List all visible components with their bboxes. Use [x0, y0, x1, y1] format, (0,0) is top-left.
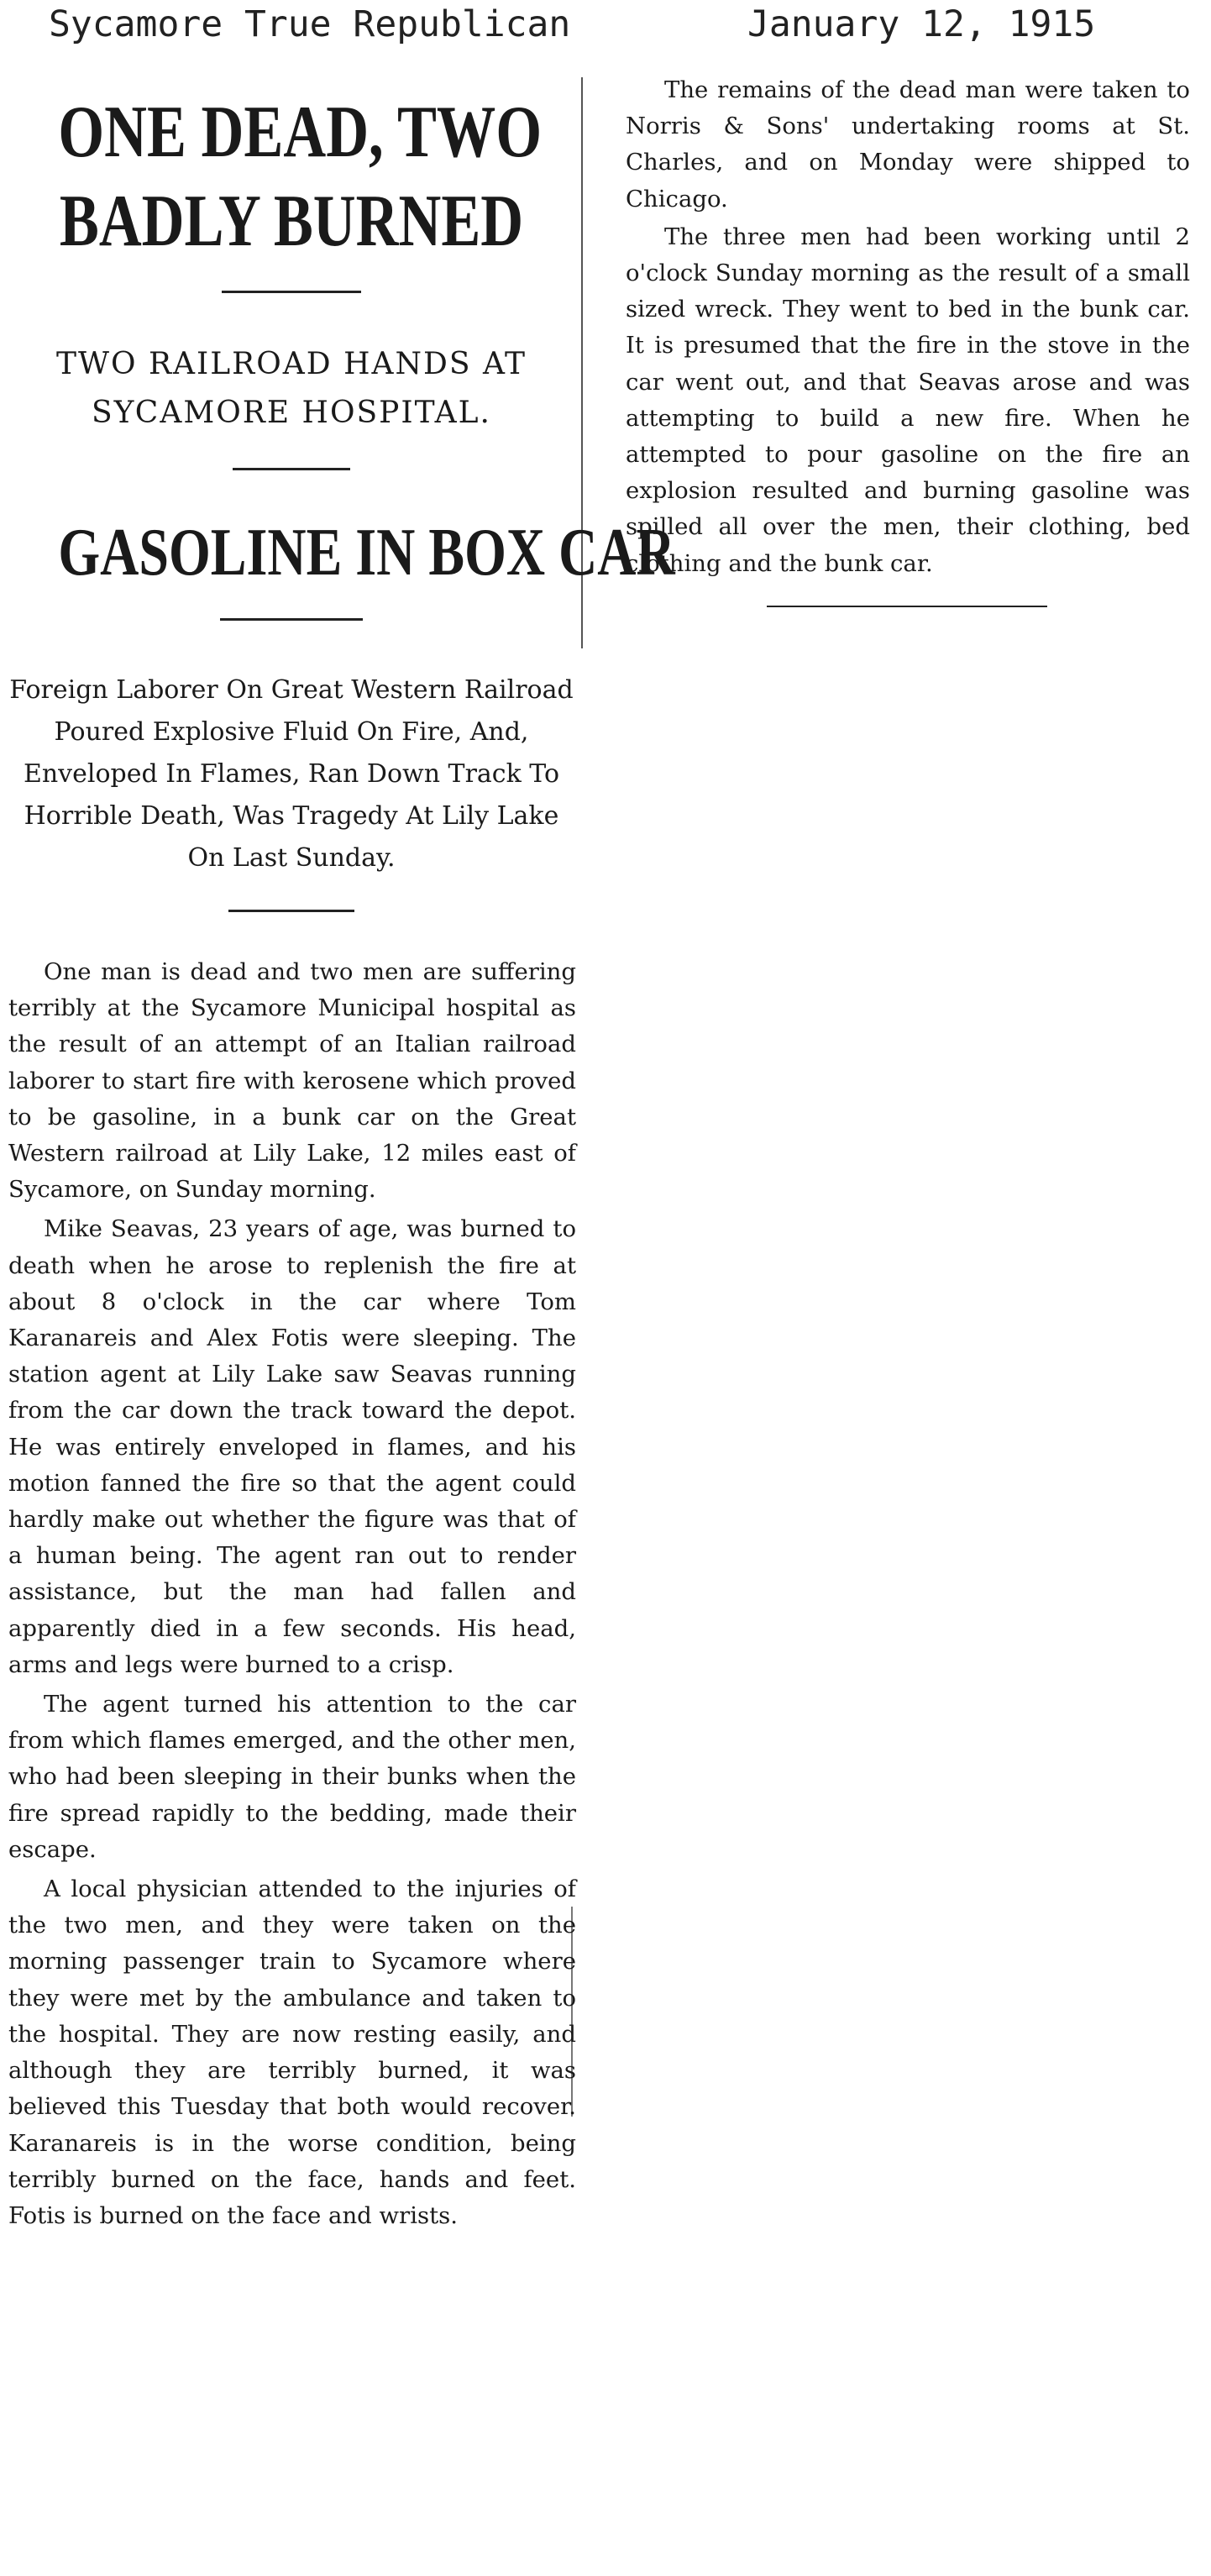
article-end-rule — [767, 606, 1047, 607]
subhead-line-2: SYCAMORE HOSPITAL. — [92, 396, 491, 430]
article-body-left — [0, 954, 583, 2234]
newspaper-name: Sycamore True Republican — [49, 3, 571, 45]
paragraph: The three men had been working until 2 o'clock Sunday morning as the result of a small sized wreck. They went to bed in the bunk car. It is presumed that the fire in the stove in the car went out, and that Seavas arose and was attempting to build a new fire. When he attempted to pour gasoline on the fire an explosion resulted and burning gasoline was spilled all over the men, their clothing, bed clothing and the bunk car. — [626, 223, 1190, 577]
secondary-headline: GASOLINE IN BOX CAR — [58, 516, 675, 590]
subhead-line-1: TWO RAILROAD HANDS AT — [55, 347, 527, 381]
paragraph: Mike Seavas, 23 years of age, was burned to death when he arose to replenish the fire at about 8 o'clock in the car where Tom Karanareis and Alex Fotis were sleeping. The station agent at Lily Lake saw Seavas running from the car down the track toward the depot. He was entirely enveloped in flames, and his motion fanned the fire so that the agent could hardly make out whether the figure was that of a human being. The agent ran out to render assistance, but the man had fallen and apparently died in a few seconds. His head, arms and legs were burned to a crisp. — [8, 1215, 576, 1678]
headline-rule — [222, 291, 361, 293]
subhead-rule — [233, 468, 350, 470]
paragraph: The agent turned his attention to the car from which flames emerged, and the other men, who had been sleeping in their bunks when the fire spread rapidly to the bedding, made their escape. — [8, 1691, 576, 1863]
masthead — [0, 0, 1211, 64]
article-body-right — [617, 72, 1197, 582]
paragraph: The remains of the dead man were taken to Norris & Sons' undertaking rooms at St. Charles, and on Monday were shipped to Chicago. — [626, 76, 1190, 212]
headline-line-2: BADLY BURNED — [59, 181, 524, 262]
right-column — [617, 72, 1197, 607]
left-column — [0, 72, 675, 2234]
deck-rule — [228, 910, 354, 912]
publication-date: January 12, 1915 — [747, 3, 1096, 45]
paragraph: One man is dead and two men are suffering terribly at the Sycamore Municipal hospital as the result of an attempt of an Italian railroad laborer to start fire with kerosene which proved to be gasoline, in a bunk car on the Great Western railroad at Lily Lake, 12 miles east of Sycamore, on Sunday morning. — [8, 958, 576, 1204]
paragraph: A local physician attended to the injuries of the two men, and they were taken on the morning passenger train to Sycamore where they were met by the ambulance and taken to the hospital. They are now resting easily, and although they are terribly burned, it was believed this Tuesday that both would recover. Karanareis is in the worse condition, being terribly burned on the face, hands and feet. Fotis is burned on the face and wrists. — [8, 1876, 576, 2229]
secondary-headline-rule — [220, 618, 363, 621]
deck-summary: Foreign Laborer On Great Western Railroad Poured Explosive Fluid On Fire, And, Enveloped In Flames, Ran Down Track To Horrible Death, Was Tragedy At Lily Lake On Last Sunday. — [9, 675, 574, 873]
headline-line-1: ONE DEAD, TWO — [58, 92, 543, 173]
